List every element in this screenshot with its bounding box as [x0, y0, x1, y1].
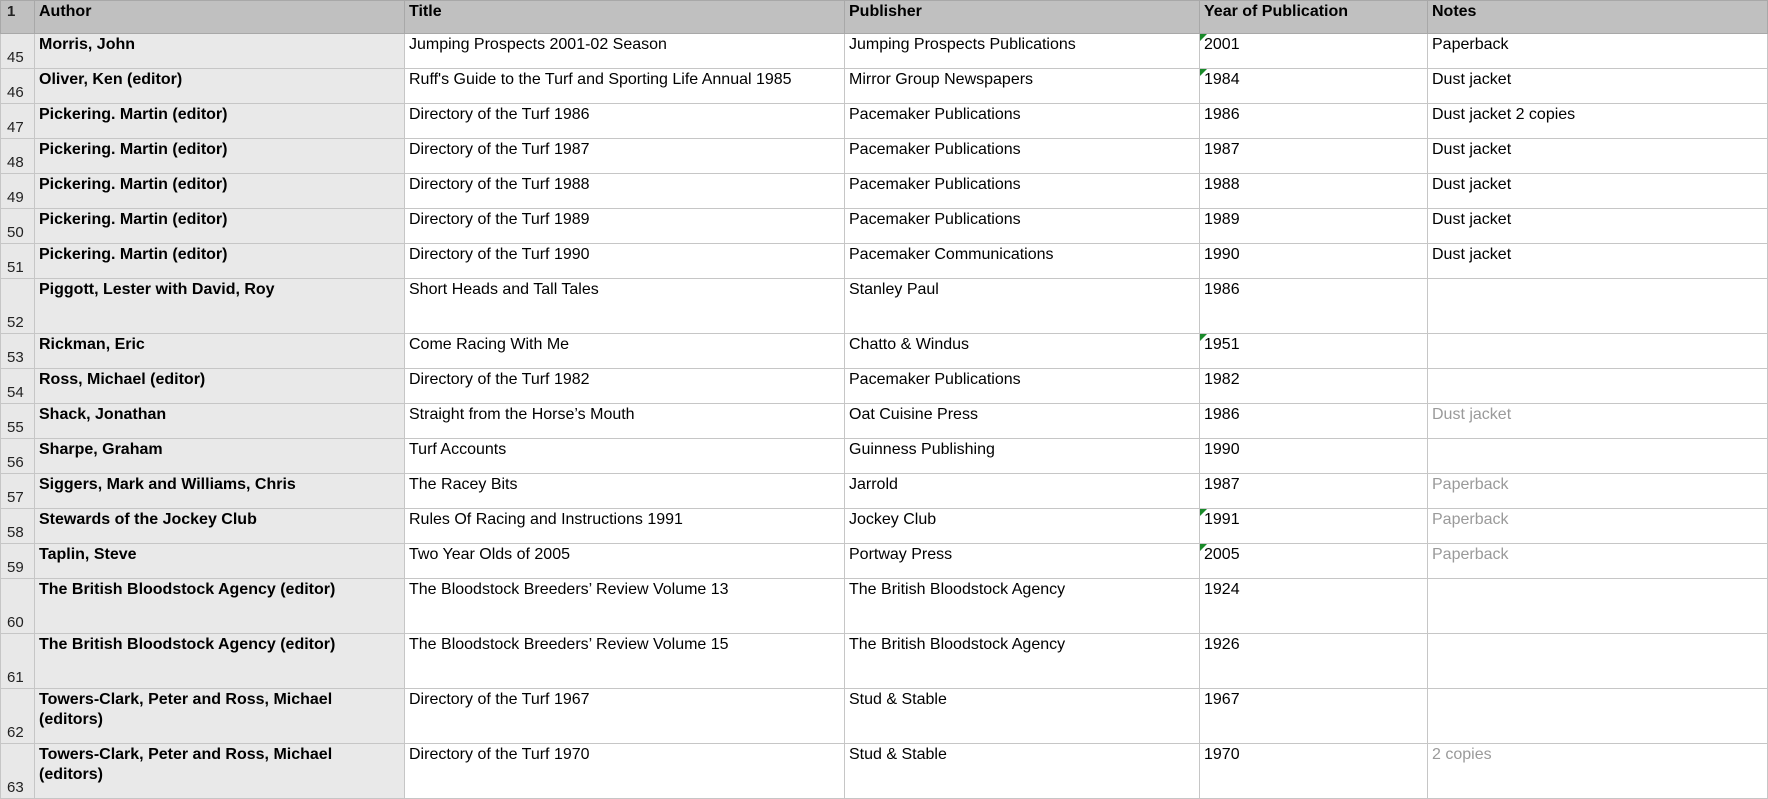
cell-author[interactable]: Shack, Jonathan [35, 404, 405, 439]
cell-year[interactable]: 1987 [1200, 474, 1428, 509]
cell-notes[interactable]: Dust jacket [1428, 244, 1768, 279]
cell-publisher[interactable]: Oat Cuisine Press [845, 404, 1200, 439]
table-row [1, 369, 1768, 404]
cell-author[interactable]: Morris, John [35, 34, 405, 69]
table-row [1, 689, 1768, 744]
cell-author[interactable]: Towers-Clark, Peter and Ross, Michael (editors) [35, 689, 405, 744]
row-header[interactable]: 51 [1, 244, 35, 279]
cell-publisher[interactable]: Pacemaker Communications [845, 244, 1200, 279]
cell-publisher[interactable]: Jumping Prospects Publications [845, 34, 1200, 69]
cell-year[interactable]: 1986 [1200, 104, 1428, 139]
table-row [1, 69, 1768, 104]
cell-author[interactable]: The British Bloodstock Agency (editor) [35, 634, 405, 689]
cell-year-value: 2005 [1204, 546, 1240, 563]
cell-title[interactable]: Directory of the Turf 1987 [405, 139, 845, 174]
table-row [1, 744, 1768, 799]
cell-title[interactable]: Directory of the Turf 1986 [405, 104, 845, 139]
header-cell-title[interactable]: Title [405, 1, 845, 34]
row-header[interactable]: 62 [1, 689, 35, 744]
table-row [1, 139, 1768, 174]
cell-year-value: 1951 [1204, 336, 1240, 353]
cell-publisher[interactable]: Pacemaker Publications [845, 369, 1200, 404]
number-as-text-marker [1200, 509, 1207, 516]
row-header[interactable]: 63 [1, 744, 35, 799]
row-header[interactable]: 57 [1, 474, 35, 509]
cell-year[interactable]: 1990 [1200, 244, 1428, 279]
cell-author[interactable]: The British Bloodstock Agency (editor) [35, 579, 405, 634]
row-header[interactable]: 60 [1, 579, 35, 634]
cell-title[interactable]: Short Heads and Tall Tales [405, 279, 845, 334]
cell-notes[interactable] [1428, 634, 1768, 689]
cell-notes[interactable] [1428, 579, 1768, 634]
row-header[interactable]: 58 [1, 509, 35, 544]
cell-notes[interactable]: Dust jacket [1428, 209, 1768, 244]
cell-publisher[interactable]: Jockey Club [845, 509, 1200, 544]
row-header-1[interactable]: 1 [1, 1, 35, 34]
cell-year[interactable]: 1989 [1200, 209, 1428, 244]
cell-author[interactable]: Rickman, Eric [35, 334, 405, 369]
cell-publisher[interactable]: Pacemaker Publications [845, 139, 1200, 174]
row-header[interactable]: 61 [1, 634, 35, 689]
cell-publisher[interactable]: Pacemaker Publications [845, 209, 1200, 244]
row-header[interactable]: 47 [1, 104, 35, 139]
number-as-text-marker [1200, 69, 1207, 76]
cell-year[interactable]: 1924 [1200, 579, 1428, 634]
cell-notes[interactable]: Dust jacket [1428, 139, 1768, 174]
cell-notes[interactable]: Paperback [1428, 34, 1768, 69]
cell-year[interactable]: 1982 [1200, 369, 1428, 404]
cell-title[interactable]: Rules Of Racing and Instructions 1991 [405, 509, 845, 544]
cell-title[interactable]: Come Racing With Me [405, 334, 845, 369]
cell-year[interactable] [1200, 69, 1428, 104]
number-as-text-marker [1200, 34, 1207, 41]
header-cell-author[interactable]: Author [35, 1, 405, 34]
cell-publisher[interactable]: Guinness Publishing [845, 439, 1200, 474]
table-row [1, 34, 1768, 69]
cell-year[interactable]: 1986 [1200, 279, 1428, 334]
row-header[interactable]: 52 [1, 279, 35, 334]
cell-publisher[interactable]: Jarrold [845, 474, 1200, 509]
cell-author[interactable]: Piggott, Lester with David, Roy [35, 279, 405, 334]
cell-title[interactable]: The Racey Bits [405, 474, 845, 509]
header-cell-notes[interactable]: Notes [1428, 1, 1768, 34]
cell-author[interactable]: Pickering. Martin (editor) [35, 209, 405, 244]
table-row [1, 334, 1768, 369]
cell-title[interactable]: Directory of the Turf 1982 [405, 369, 845, 404]
cell-publisher[interactable]: Mirror Group Newspapers [845, 69, 1200, 104]
table-row [1, 634, 1768, 689]
cell-publisher[interactable]: The British Bloodstock Agency [845, 634, 1200, 689]
header-cell-publisher[interactable]: Publisher [845, 1, 1200, 34]
cell-notes[interactable]: Paperback [1428, 474, 1768, 509]
row-header[interactable]: 46 [1, 69, 35, 104]
cell-year[interactable] [1200, 34, 1428, 69]
cell-notes[interactable] [1428, 439, 1768, 474]
cell-title[interactable]: Directory of the Turf 1970 [405, 744, 845, 799]
cell-author[interactable]: Pickering. Martin (editor) [35, 104, 405, 139]
table-row [1, 209, 1768, 244]
cell-notes[interactable]: Paperback [1428, 544, 1768, 579]
cell-author[interactable]: Pickering. Martin (editor) [35, 244, 405, 279]
cell-notes[interactable]: Dust jacket [1428, 174, 1768, 209]
row-header[interactable]: 50 [1, 209, 35, 244]
cell-author[interactable]: Sharpe, Graham [35, 439, 405, 474]
cell-notes[interactable]: Dust jacket [1428, 404, 1768, 439]
cell-year-value: 2001 [1204, 36, 1240, 53]
table-row [1, 544, 1768, 579]
table-row [1, 244, 1768, 279]
row-header[interactable]: 59 [1, 544, 35, 579]
cell-author[interactable]: Pickering. Martin (editor) [35, 139, 405, 174]
table-row [1, 279, 1768, 334]
cell-author[interactable]: Stewards of the Jockey Club [35, 509, 405, 544]
cell-notes[interactable] [1428, 334, 1768, 369]
cell-year-value: 1991 [1204, 511, 1240, 528]
table-row [1, 404, 1768, 439]
row-header[interactable]: 48 [1, 139, 35, 174]
cell-title[interactable]: The Bloodstock Breeders’ Review Volume 15 [405, 634, 845, 689]
cell-title[interactable]: Jumping Prospects 2001-02 Season [405, 34, 845, 69]
cell-notes[interactable] [1428, 279, 1768, 334]
cell-year[interactable]: 1990 [1200, 439, 1428, 474]
cell-title[interactable]: Straight from the Horse’s Mouth [405, 404, 845, 439]
table-row [1, 174, 1768, 209]
cell-year[interactable] [1200, 544, 1428, 579]
header-cell-year[interactable]: Year of Publication [1200, 1, 1428, 34]
cell-notes[interactable]: Dust jacket [1428, 69, 1768, 104]
cell-publisher[interactable]: Chatto & Windus [845, 334, 1200, 369]
cell-year[interactable]: 1986 [1200, 404, 1428, 439]
cell-year[interactable]: 1988 [1200, 174, 1428, 209]
row-header[interactable]: 54 [1, 369, 35, 404]
cell-author[interactable]: Taplin, Steve [35, 544, 405, 579]
header-row [1, 1, 1768, 34]
cell-publisher[interactable]: Stanley Paul [845, 279, 1200, 334]
cell-author[interactable]: Siggers, Mark and Williams, Chris [35, 474, 405, 509]
cell-title[interactable]: Directory of the Turf 1988 [405, 174, 845, 209]
table-row [1, 104, 1768, 139]
table-row [1, 509, 1768, 544]
cell-publisher[interactable]: Portway Press [845, 544, 1200, 579]
cell-year[interactable] [1200, 509, 1428, 544]
cell-year[interactable]: 1926 [1200, 634, 1428, 689]
cell-title[interactable]: Directory of the Turf 1967 [405, 689, 845, 744]
cell-author[interactable]: Pickering. Martin (editor) [35, 174, 405, 209]
row-header[interactable]: 53 [1, 334, 35, 369]
cell-year[interactable]: 1970 [1200, 744, 1428, 799]
cell-publisher[interactable]: Pacemaker Publications [845, 104, 1200, 139]
row-header[interactable]: 56 [1, 439, 35, 474]
cell-notes[interactable]: Paperback [1428, 509, 1768, 544]
cell-title[interactable]: Two Year Olds of 2005 [405, 544, 845, 579]
row-header[interactable]: 49 [1, 174, 35, 209]
cell-publisher[interactable]: Stud & Stable [845, 689, 1200, 744]
cell-notes[interactable] [1428, 689, 1768, 744]
cell-title[interactable]: Turf Accounts [405, 439, 845, 474]
table-row [1, 439, 1768, 474]
cell-year-value: 1984 [1204, 71, 1240, 88]
cell-title[interactable]: The Bloodstock Breeders’ Review Volume 13 [405, 579, 845, 634]
cell-title[interactable]: Directory of the Turf 1989 [405, 209, 845, 244]
cell-author[interactable]: Towers-Clark, Peter and Ross, Michael (editors) [35, 744, 405, 799]
number-as-text-marker [1200, 334, 1207, 341]
cell-publisher[interactable]: The British Bloodstock Agency [845, 579, 1200, 634]
cell-notes[interactable]: Dust jacket 2 copies [1428, 104, 1768, 139]
number-as-text-marker [1200, 544, 1207, 551]
cell-year[interactable]: 1987 [1200, 139, 1428, 174]
cell-notes[interactable] [1428, 369, 1768, 404]
cell-year[interactable]: 1967 [1200, 689, 1428, 744]
cell-publisher[interactable]: Stud & Stable [845, 744, 1200, 799]
row-header[interactable]: 55 [1, 404, 35, 439]
cell-author[interactable]: Oliver, Ken (editor) [35, 69, 405, 104]
cell-title[interactable]: Directory of the Turf 1990 [405, 244, 845, 279]
table-row [1, 579, 1768, 634]
cell-notes[interactable]: 2 copies [1428, 744, 1768, 799]
cell-author[interactable]: Ross, Michael (editor) [35, 369, 405, 404]
cell-title[interactable]: Ruff's Guide to the Turf and Sporting Life Annual 1985 [405, 69, 845, 104]
row-header[interactable]: 45 [1, 34, 35, 69]
table-row [1, 474, 1768, 509]
cell-publisher[interactable]: Pacemaker Publications [845, 174, 1200, 209]
cell-year[interactable] [1200, 334, 1428, 369]
